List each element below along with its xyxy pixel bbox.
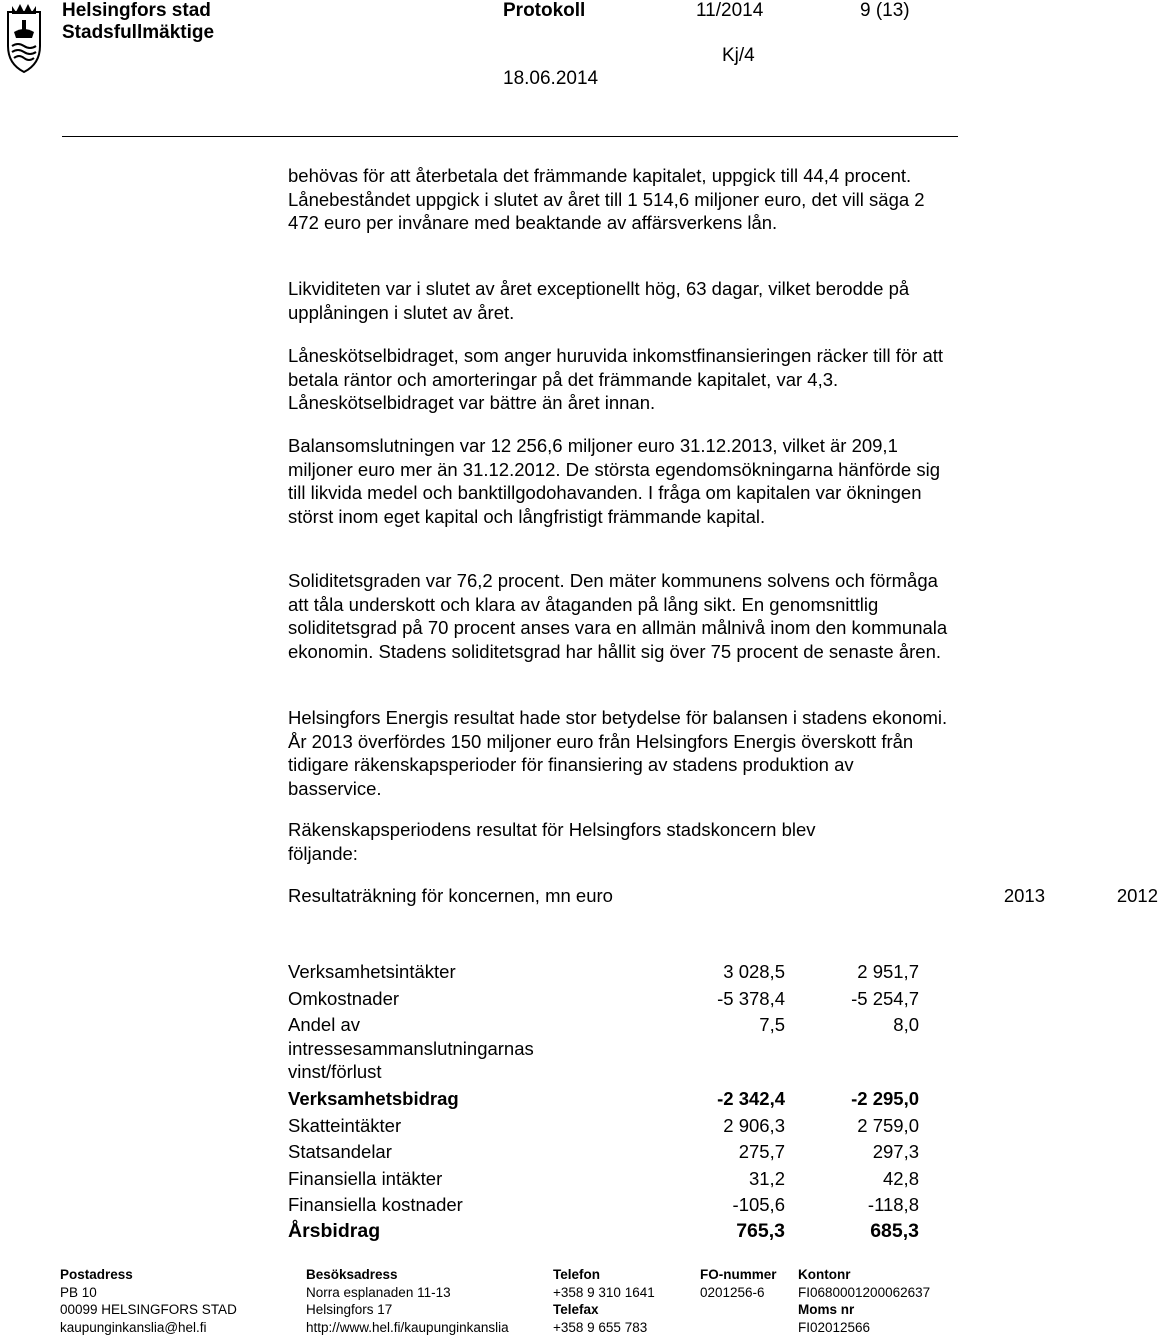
column-2012: 2012 (708, 884, 1158, 908)
footer-email-link[interactable]: kaupunginkanslia@hel.fi (60, 1319, 237, 1336)
footer-account (798, 1266, 930, 1336)
page-number: 9 (13) (860, 0, 910, 22)
paragraph: Räkenskapsperiodens resultat för Helsingfors stadskoncern blev följande: (288, 818, 888, 865)
footer-heading: Telefon (553, 1266, 655, 1284)
footer-heading: Kontonr (798, 1266, 930, 1284)
paragraph: Likviditeten var i slutet av året exceptionellt hög, 63 dagar, vilket berodde på upplåningen i slutet av året. (288, 277, 948, 324)
row-label: Statsandelar (288, 1140, 588, 1164)
value-2013: 31,2 (628, 1167, 785, 1191)
footer-website-link[interactable]: http://www.hel.fi/kaupunginkanslia (306, 1319, 509, 1336)
paragraph: Låneskötselbidraget, som anger huruvida inkomstfinansieringen räcker till för att betala räntor och amorteringar på det främmande kapitalet, var 4,3. Låneskötselbidraget var bättre än året innan. (288, 344, 948, 415)
table-row (288, 960, 928, 984)
footer-text: 00099 HELSINGFORS STAD (60, 1301, 237, 1319)
footer-business-id (700, 1266, 777, 1301)
value-2012: 685,3 (758, 1220, 919, 1244)
table-row (288, 1167, 928, 1191)
footer-text: FI02012566 (798, 1319, 930, 1336)
org-name: Helsingfors stad (62, 0, 211, 22)
footer-text: FI0680001200062637 (798, 1284, 930, 1302)
table-row (288, 1087, 928, 1111)
document-type: Protokoll (503, 0, 585, 22)
row-label: Andel av intressesammanslutningarnas vinst/förlust (288, 1013, 578, 1084)
footer-text: Helsingfors 17 (306, 1301, 509, 1319)
table-row (288, 1193, 928, 1217)
income-statement-table (288, 960, 928, 1244)
row-label: Årsbidrag (288, 1220, 588, 1244)
value-2012: 2 951,7 (758, 960, 919, 984)
value-2013: -105,6 (628, 1193, 785, 1217)
row-label: Finansiella kostnader (288, 1193, 588, 1217)
footer-text: 0201256-6 (700, 1284, 777, 1302)
item-number: Kj/4 (722, 45, 755, 67)
value-2013: -2 342,4 (628, 1087, 785, 1111)
column-2013: 2013 (708, 884, 1045, 908)
footer-phone (553, 1266, 655, 1336)
row-label: Omkostnader (288, 987, 588, 1011)
paragraph: Balansomslutningen var 12 256,6 miljoner euro 31.12.2013, vilket är 209,1 miljoner euro mer än 31.12.2012. De största egendomsökningarna hänförde sig till likvida medel och banktillgodohavanden. I fråga om kapitalen var ökningen störst inom eget kapital och långfristigt främmande kapital. (288, 434, 948, 528)
footer-visiting-address (306, 1266, 509, 1336)
value-2012: -118,8 (758, 1193, 919, 1217)
footer-heading: Besöksadress (306, 1266, 509, 1284)
value-2013: 7,5 (628, 1013, 785, 1037)
value-2012: 2 759,0 (758, 1114, 919, 1138)
footer-heading: Telefax (553, 1301, 655, 1319)
council-name: Stadsfullmäktige (62, 22, 214, 44)
protocol-number: 11/2014 (696, 0, 763, 22)
footer-text: +358 9 310 1641 (553, 1284, 655, 1302)
table-row (288, 1140, 928, 1164)
table-row (288, 1220, 928, 1244)
paragraph: Soliditetsgraden var 76,2 procent. Den mäter kommunens solvens och förmåga att tåla underskott och klara av åtaganden på lång sikt. En genomsnittlig soliditetsgrad på 70 procent anses vara en allmän målnivå inom den kommunala ekonomin. Stadens soliditetsgrad har hållit sig över 75 procent de senaste åren. (288, 569, 948, 663)
footer-text: Norra esplanaden 11-13 (306, 1284, 509, 1302)
value-2013: 2 906,3 (628, 1114, 785, 1138)
value-2012: 297,3 (758, 1140, 919, 1164)
footer-text: +358 9 655 783 (553, 1319, 655, 1336)
meeting-date: 18.06.2014 (503, 68, 598, 90)
helsinki-coat-of-arms-logo (2, 2, 46, 74)
value-2013: 275,7 (628, 1140, 785, 1164)
header-divider (62, 136, 958, 137)
row-label: Verksamhetsbidrag (288, 1087, 588, 1111)
value-2012: 8,0 (758, 1013, 919, 1037)
footer-postal-address (60, 1266, 237, 1336)
value-2012: 42,8 (758, 1167, 919, 1191)
table-row (288, 1013, 928, 1084)
paragraph: behövas för att återbetala det främmande kapitalet, uppgick till 44,4 procent. Lånebeståndet uppgick i slutet av året till 1 514,6 miljoner euro, det vill säga 2 472 euro per invånare med beaktande av affärsverkens lån. (288, 164, 948, 235)
footer-heading: Moms nr (798, 1301, 930, 1319)
footer-heading: Postadress (60, 1266, 237, 1284)
value-2012: -2 295,0 (758, 1087, 919, 1111)
value-2012: -5 254,7 (758, 987, 919, 1011)
paragraph: Helsingfors Energis resultat hade stor betydelse för balansen i stadens ekonomi. År 2013 överfördes 150 miljoner euro från Helsingfors Energis överskott från tidigare räkenskapsperioder för finansiering av stadens produktion av basservice. (288, 706, 948, 800)
footer-text: PB 10 (60, 1284, 237, 1302)
table-row (288, 1114, 928, 1138)
row-label: Verksamhetsintäkter (288, 960, 588, 984)
footer-heading: FO-nummer (700, 1266, 777, 1284)
row-label: Skatteintäkter (288, 1114, 588, 1138)
table-row (288, 987, 928, 1011)
row-label: Finansiella intäkter (288, 1167, 588, 1191)
value-2013: -5 378,4 (628, 987, 785, 1011)
value-2013: 3 028,5 (628, 960, 785, 984)
value-2013: 765,3 (628, 1220, 785, 1244)
table-title: Resultaträkning för koncernen, mn euro (288, 884, 618, 908)
